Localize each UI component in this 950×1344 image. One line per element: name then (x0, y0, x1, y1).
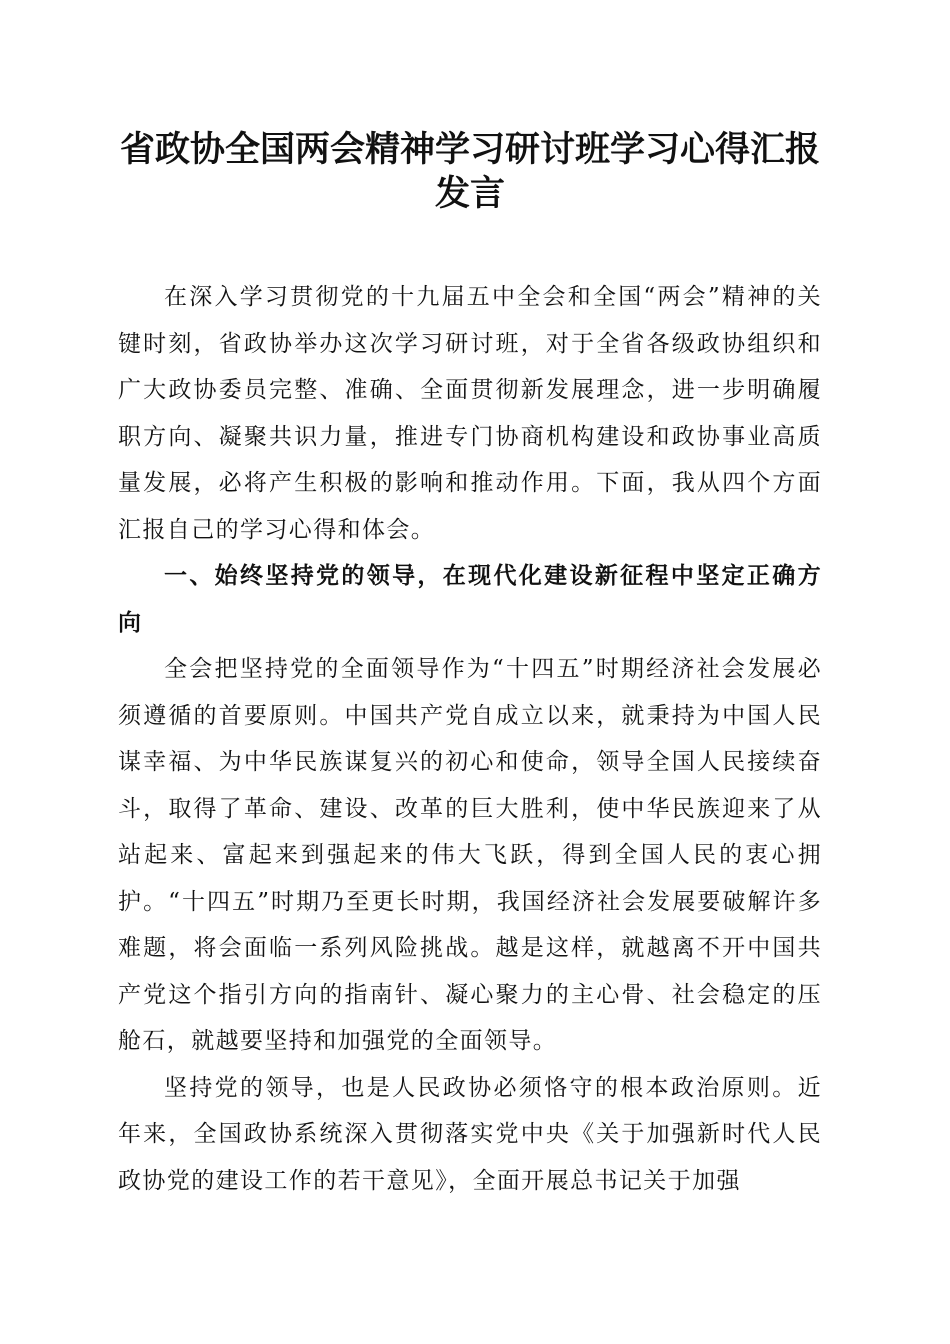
section-heading-1: 一、始终坚持党的领导，在现代化建设新征程中坚定正确方向 (118, 563, 822, 636)
section1-paragraph-1: 全会把坚持党的全面领导作为“十四五”时期经济社会发展必须遵循的首要原则。中国共产党自成立以来，就秉持为中国人民谋幸福、为中华民族谋复兴的初心和使命，领导全国人民接续奋斗，取得了革命、建设、改革的巨大胜利，使中华民族迎来了从站起来、富起来到强起来的伟大飞跃，得到全国人民的衷心拥护。“十四五”时期乃至更长时期，我国经济社会发展要破解许多难题，将会面临一系列风险挑战。越是这样，就越离不开中国共产党这个指引方向的指南针、凝心聚力的主心骨、社会稳定的压舱石，就越要坚持和加强党的全面领导。 (118, 656, 822, 1054)
intro-paragraph: 在深入学习贯彻党的十九届五中全会和全国“两会”精神的关键时刻，省政协举办这次学习研讨班，对于全省各级政协组织和广大政协委员完整、准确、全面贯彻新发展理念，进一步明确履职方向、凝聚共识力量，推进专门协商机构建设和政协事业高质量发展，必将产生积极的影响和推动作用。下面，我从四个方面汇报自己的学习心得和体会。 (118, 284, 822, 543)
document-title: 省政协全国两会精神学习研讨班学习心得汇报发言 (119, 129, 820, 214)
document-body (118, 274, 822, 1204)
document-page (118, 128, 822, 1204)
section1-paragraph-2: 坚持党的领导，也是人民政协必须恪守的根本政治原则。近年来，全国政协系统深入贯彻落实党中央《关于加强新时代人民政协党的建设工作的若干意见》，全面开展总书记关于加强 (118, 1074, 822, 1194)
